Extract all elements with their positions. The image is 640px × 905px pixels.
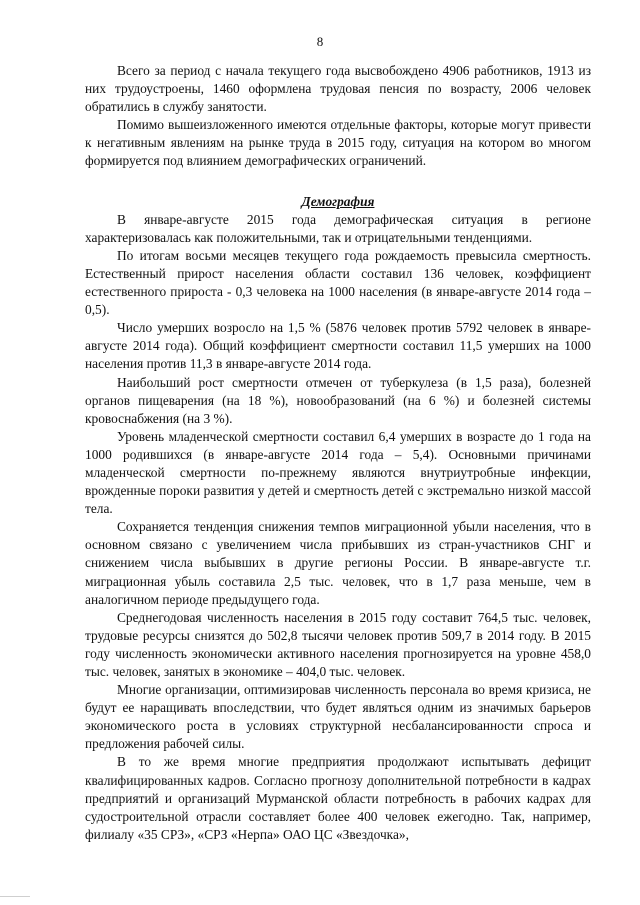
section-heading-demography: Демография [301,193,375,209]
paragraph-birth-rate: По итогам восьми месяцев текущего года рождаемость превысила смертность. Естественный прирост населения области составил 136 человек, коэффициент естественного прироста - 0,3 человека на 1000 населения (в январе-августе 2014 года – 0,5). [85,247,591,318]
paragraph-migration: Сохраняется тенденция снижения темпов миграционной убыли населения, что в основном связано с увеличением числа прибывших из стран-участников СНГ и снижением числа выбывших в другие регионы России. В январе-августе т.г. миграционная убыль составила 2,5 тыс. человек, что в 1,7 раза меньше, чем в аналогичном периоде предыдущего года. [85,519,591,607]
page-number: 8 [316,34,324,49]
paragraph-infant-mortality: Уровень младенческой смертности составил 6,4 умерших в возрасте до 1 года на 1000 родившихся (в январе-августе 2014 года – 5,4). Основными причинами младенческой смертности по-прежнему являются внутриутробные инфекции, врожденные пороки развития у детей и смертность детей с экстремально низкой массой тела. [85,428,591,517]
paragraph-negative-factors: Помимо вышеизложенного имеются отдельные факторы, которые могут привести к негативным явлениям на рынке труда в 2015 году, ситуация на котором во многом формируется под влиянием демографических ограничений. [85,117,591,169]
scan-edge-mark [0,896,30,897]
paragraph-population-forecast: Среднегодовая численность населения в 2015 году составит 764,5 тыс. человек, трудовые ресурсы снизятся до 502,8 тысячи человек против 509,7 в 2014 году. В 2015 году численность экономически активного населения прогнозируется на уровне 458,0 тыс. человек, занятых в экономике – 404,0 тыс. человек. [85,609,591,679]
page-body [85,62,591,844]
paragraph-mortality: Число умерших возросло на 1,5 % (5876 человек против 5792 человек в январе-августе 2014 года). Общий коэффициент смертности составил 11,5 умерших на 1000 населения против 11,3 в январе-августе 2014 года. [85,320,591,372]
paragraph-released-workers: Всего за период с начала текущего года высвобождено 4906 работников, 1913 из них трудоустроены, 1460 оформлена трудовая пенсия по возрасту, 2006 человек обратились в службу занятости. [85,63,591,115]
paragraph-crisis-organizations: Многие организации, оптимизировав численность персонала во время кризиса, не будут ее наращивать впоследствии, что будет являться одним из значимых барьеров экономического роста в условиях структурной несбалансированности спроса и предложения рабочей силы. [85,682,591,752]
paragraph-mortality-causes: Наибольший рост смертности отмечен от туберкулеза (в 1,5 раза), болезней органов пищеварения (на 18 %), новообразований (на 6 %) и болезней системы кровоснабжения (на 3 %). [85,374,591,426]
paragraph-demographic-situation: В январе-августе 2015 года демографическая ситуация в регионе характеризовалась как положительными, так и отрицательными тенденциями. [85,211,591,245]
paragraph-qualified-staff-deficit: В то же время многие предприятия продолжают испытывать дефицит квалифицированных кадров. Согласно прогнозу дополнительной потребности в кадрах предприятий и организаций Мурманской области потребность в рабочих кадрах для судостроительной отрасли составляет более 400 человек ежегодно. Так, например, филиалу «35 СРЗ», «СРЗ «Нерпа» ОАО ЦС «Звездочка», [85,754,591,842]
